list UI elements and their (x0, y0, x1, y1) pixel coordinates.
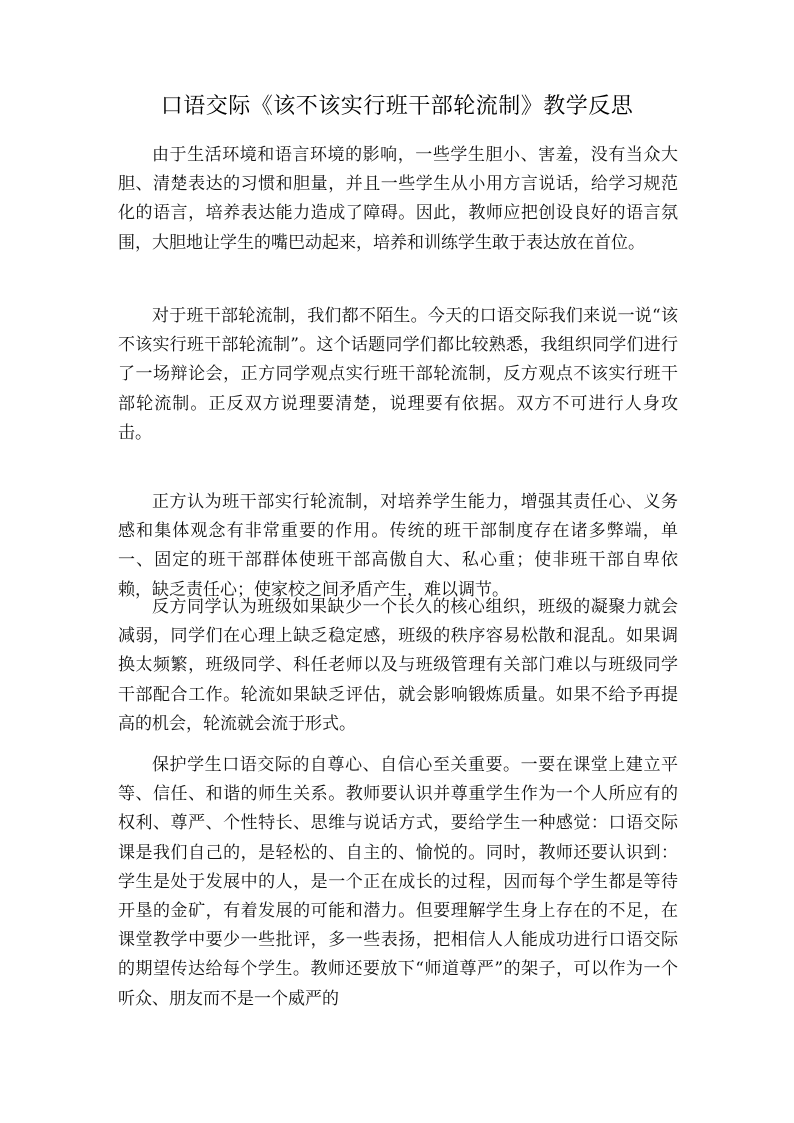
paragraph-2: 对于班干部轮流制，我们都不陌生。今天的口语交际我们来说一说“该不该实行班干部轮流制”。这个话题同学们都比较熟悉，我组织同学们进行了一场辩论会，正方同学观点实行班干部轮流制，反方观点不该实行班干部轮流制。正反双方说理要清楚，说理要有依据。双方不可进行人身攻击。 (118, 306, 678, 443)
paragraph-3: 正方认为班干部实行轮流制，对培养学生能力，增强其责任心、义务感和集体观念有非常重要的作用。传统的班干部制度存在诸多弊端，单一、固定的班干部群体使班干部高傲自大、私心重；使非班干部自卑依赖，缺乏责任心；使家校之间矛盾产生，难以调节。 (118, 492, 678, 600)
paragraph-5: 保护学生口语交际的自尊心、自信心至关重要。一要在课堂上建立平等、信任、和谐的师生关系。教师要认识并尊重学生作为一个人所应有的权利、尊严、个性特长、思维与说话方式，要给学生一种感觉：口语交际课是我们自己的，是轻松的、自主的、愉悦的。同时，教师还要认识到：学生是处于发展中的人，是一个正在成长的过程，因而每个学生都是等待开垦的金矿，有着发展的可能和潜力。但要理解学生身上存在的不足，在课堂教学中要少一些批评，多一些表扬，把相信人人能成功进行口语交际的期望传达给每个学生。教师还要放下“师道尊严”的架子，可以作为一个听众、朋友而不是一个威严的 (118, 755, 678, 1009)
paragraph-1: 由于生活环境和语言环境的影响，一些学生胆小、害羞，没有当众大胆、清楚表达的习惯和胆量，并且一些学生从小用方言说话，给学习规范化的语言，培养表达能力造成了障碍。因此，教师应把创设良好的语言氛围，大胆地让学生的嘴巴动起来，培养和训练学生敢于表达放在首位。 (118, 145, 678, 253)
document-title: 口语交际《该不该实行班干部轮流制》教学反思 (160, 94, 634, 119)
paragraph-4: 反方同学认为班级如果缺少一个长久的核心组织，班级的凝聚力就会减弱，同学们在心理上缺乏稳定感，班级的秩序容易松散和混乱。如果调换太频繁，班级同学、科任老师以及与班级管理有关部门难以与班级同学干部配合工作。轮流如果缺乏评估，就会影响锻炼质量。如果不给予再提高的机会，轮流就会流于形式。 (118, 597, 678, 734)
